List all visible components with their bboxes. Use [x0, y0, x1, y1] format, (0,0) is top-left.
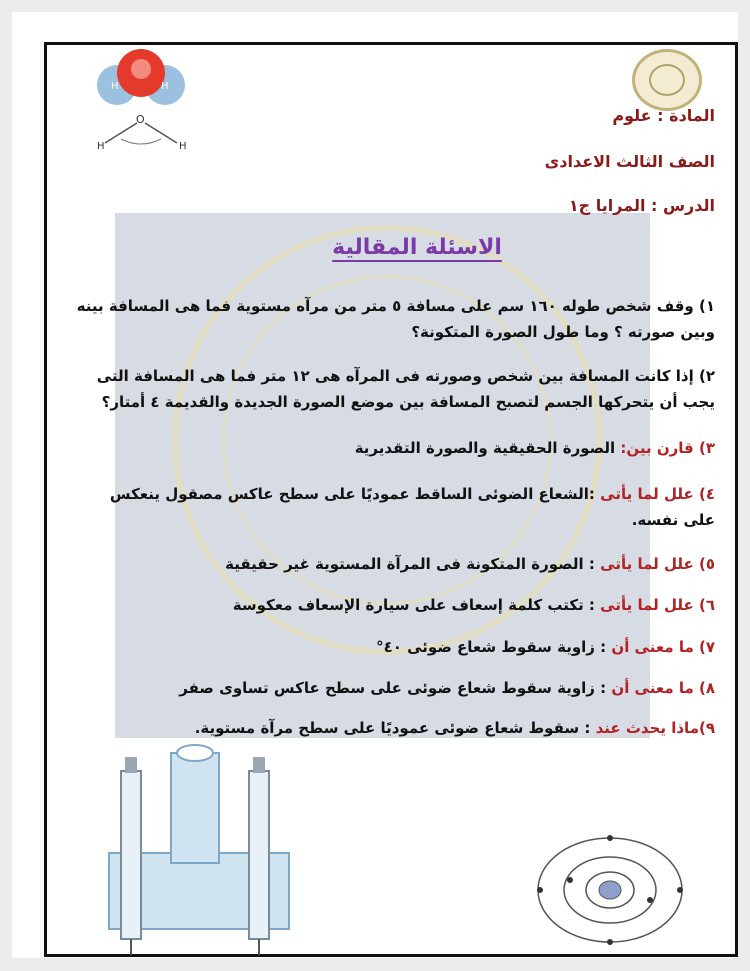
question-7-text: : زاوية سقوط شعاع ضوئى ٤٠° [376, 638, 612, 656]
question-6-prefix: ٦) علل لما يأتى [600, 596, 715, 614]
svg-text:H: H [161, 81, 169, 92]
question-3-prefix: ٣) قارن بين: [620, 439, 715, 457]
question-5 [75, 551, 715, 577]
svg-text:H: H [97, 141, 105, 152]
question-1-text: ١) وقف شخص طوله ١٦٠ سم على مسافة ٥ متر من مرآه مستوية فما هى المسافة بينه وبين صورته ؟ وما طول الصورة المتكونة؟ [76, 297, 715, 341]
worksheet-page [12, 12, 738, 958]
section-title: الاسئلة المقالية [332, 235, 502, 260]
question-8-prefix: ٨) ما معنى أن [611, 679, 715, 697]
question-9-prefix: ٩)ماذا يحدث عند [595, 719, 715, 737]
subject-label: المادة : علوم [612, 106, 715, 125]
school-logo-icon [632, 49, 702, 111]
question-7-prefix: ٧) ما معنى أن [611, 638, 715, 656]
grade-label: الصف الثالث الاعدادى [544, 152, 715, 171]
question-3 [75, 435, 715, 461]
question-7 [75, 634, 715, 660]
svg-text:H: H [179, 141, 187, 152]
question-1 [75, 293, 715, 345]
electrolysis-apparatus-icon [105, 743, 295, 957]
question-4-text: :الشعاع الضوئى الساقط عموديًا على سطح عاكس مصقول ينعكس على نفسه. [109, 485, 715, 529]
svg-text:H: H [111, 81, 119, 92]
question-6-text: : تكتب كلمة إسعاف على سيارة الإسعاف معكوسة [232, 596, 601, 614]
question-8-text: : زاوية سقوط شعاع ضوئى على سطح عاكس تساوى صفر [179, 679, 612, 697]
water-molecule-icon [87, 49, 197, 169]
question-3-text: الصورة الحقيقية والصورة التقديرية [354, 439, 621, 457]
question-5-text: : الصورة المتكونة فى المرآة المستوية غير حقيقية [225, 555, 601, 573]
question-9-text: : سقوط شعاع ضوئى عموديًا على سطح مرآة مستوية. [194, 719, 596, 737]
atom-model-icon [535, 835, 685, 945]
svg-text:O: O [136, 113, 145, 126]
question-5-prefix: ٥) علل لما يأتى [600, 555, 715, 573]
lesson-label: الدرس : المرايا ج١ [568, 196, 715, 215]
question-2 [75, 363, 715, 415]
page-border [44, 42, 738, 957]
question-4-prefix: ٤) علل لما يأتى [600, 485, 715, 503]
question-6 [75, 592, 715, 618]
question-2-text: ٢) إذا كانت المسافة بين شخص وصورته فى المرآه هى ١٢ متر فما هى المسافة التى يجب أن يتحركها الجسم لتصبح المسافة بين موضع الصورة الجديدة والقديمة ٤ أمتار؟ [96, 367, 715, 411]
question-4 [75, 481, 715, 533]
question-9 [75, 715, 715, 741]
question-8 [75, 675, 715, 701]
